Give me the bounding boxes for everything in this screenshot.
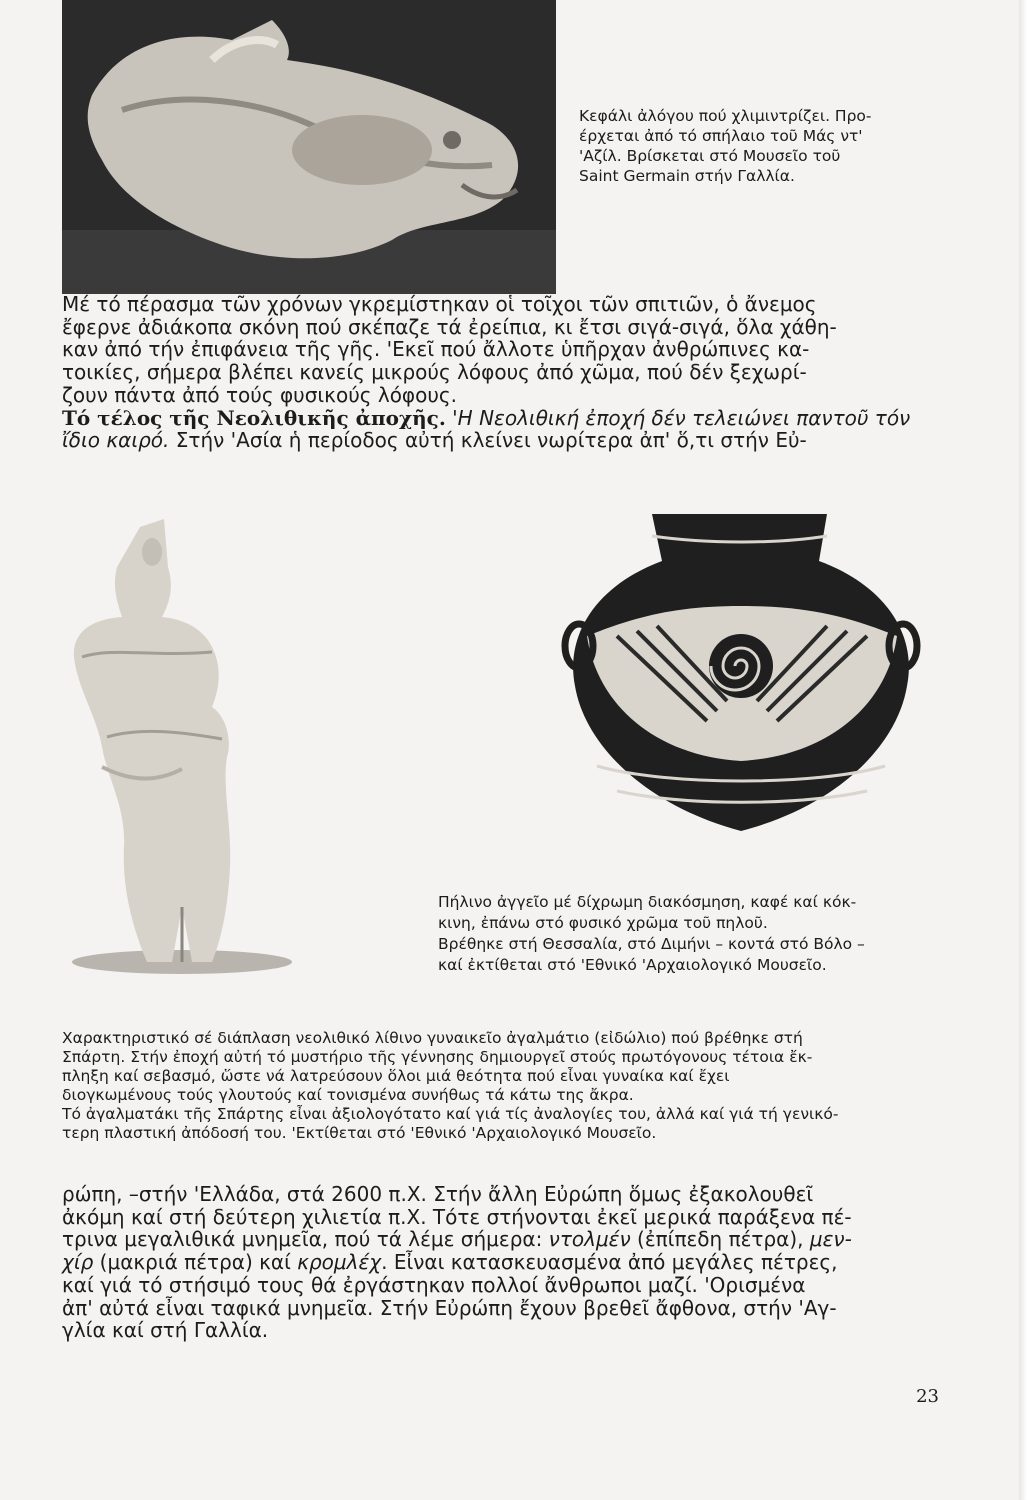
caption-line: τερη πλαστική ἀπόδοσή του. 'Εκτίθεται στό 'Εθνικό 'Αρχαιολογικό Μουσεῖο. (62, 1124, 657, 1142)
caption-line: Saint Germain στήν Γαλλία. (579, 167, 795, 185)
horse-head-photo (62, 0, 556, 294)
text-line: ἀκόμη καί στή δεύτερη χιλιετία π.Χ. Τότε στήνονται ἐκεῖ μερικά παράξενα πέ- (62, 1204, 852, 1229)
caption-line: 'Αζίλ. Βρίσκεται στό Μουσεῖο τοῦ (579, 147, 841, 165)
term-dolmen: ντολμέν (548, 1227, 631, 1252)
text-line: γλία καί στή Γαλλία. (62, 1318, 269, 1343)
horse-caption (579, 106, 939, 186)
text-line: ζουν πάντα ἀπό τούς φυσικούς λόφους. (62, 382, 458, 407)
term-menhir-part: μεν- (809, 1227, 852, 1252)
text-line: τοικίες, σήμερα βλέπει κανείς μικρούς λόφους ἀπό χῶμα, πού δέν ξεχωρί- (62, 360, 807, 385)
italic-lead: 'Η Νεολιθική ἐποχή δέν τελειώνει παντοῦ τόν (445, 405, 911, 430)
vase-caption (438, 892, 938, 976)
vase-photo (557, 506, 925, 838)
caption-line: πληξη καί σεβασμό, ὥστε νά λατρεύσουν ὅλοι μιά θεότητα πού εἶναι γυναίκα καί ἔχει (62, 1067, 730, 1085)
caption-line: Χαρακτηριστικό σέ διάπλαση νεολιθικό λίθινο γυναικεῖο ἀγαλμάτιο (εἰδώλιο) πού βρέθηκε στή (62, 1029, 803, 1047)
term-menhir-part: χίρ (62, 1250, 94, 1275)
term-cromlech: κρομλέχ (297, 1250, 382, 1275)
figurine-caption (62, 1029, 938, 1143)
page-edge (1019, 0, 1027, 1500)
caption-line: κινη, ἐπάνω στό φυσικό χρῶμα τοῦ πηλοῦ. (438, 914, 768, 932)
body-paragraph-bottom (62, 1183, 940, 1342)
text-line: ἀπ' αὐτά εἶναι ταφικά μνημεῖα. Στήν Εὐρώπη ἔχουν βρεθεῖ ἄφθονα, στήν 'Αγ- (62, 1295, 837, 1320)
figurine-photo (62, 507, 324, 977)
caption-line: Κεφάλι ἀλόγου πού χλιμιντρίζει. Προ- (579, 107, 872, 125)
caption-line: Σπάρτη. Στήν ἐποχή αὐτή τό μυστήριο τῆς γέννησης δημιουργεῖ στούς πρωτόγονους τέτοια ἔκ- (62, 1048, 813, 1066)
text-line (62, 429, 940, 452)
text-line (62, 1251, 940, 1274)
body-paragraph-top (62, 293, 940, 452)
section-heading: Τό τέλος τῆς Νεολιθικῆς ἀποχῆς. (62, 405, 446, 430)
caption-line: καί ἐκτίθεται στό 'Εθνικό 'Αρχαιολογικό Μουσεῖο. (438, 956, 827, 974)
text-line (62, 1228, 940, 1251)
text-line: ρώπη, –στήν 'Ελλάδα, στά 2600 π.Χ. Στήν ἄλλη Εὐρώπη ὅμως ἐξακολουθεῖ (62, 1182, 814, 1206)
caption-line: Πήλινο ἀγγεῖο μέ δίχρωμη διακόσμηση, καφέ καί κόκ- (438, 893, 857, 911)
text-run: τρινα μεγαλιθικά μνημεῖα, πού τά λέμε σήμερα: (62, 1227, 549, 1252)
text-run: (μακριά πέτρα) καί (93, 1250, 298, 1275)
caption-line: διογκωμένους τούς γλουτούς καί τονισμένα συνήθως τά κάτω της ἄκρα. (62, 1086, 634, 1104)
italic-lead: ἴδιο καιρό. (62, 428, 170, 453)
page-number: 23 (916, 1386, 939, 1407)
text-run: Στήν 'Ασία ἡ περίοδος αὐτή κλείνει νωρίτερα ἀπ' ὅ,τι στήν Εὐ- (169, 428, 807, 453)
text-run: (ἐπίπεδη πέτρα), (630, 1227, 810, 1252)
caption-line: Βρέθηκε στή Θεσσαλία, στό Διμήνι – κοντά στό Βόλο – (438, 935, 865, 953)
caption-line: έρχεται ἀπό τό σπήλαιο τοῦ Μάς ντ' (579, 127, 863, 145)
text-line: ἔφερνε ἀδιάκοπα σκόνη πού σκέπαζε τά ἐρείπια, κι ἔτσι σιγά-σιγά, ὅλα χάθη- (62, 314, 837, 339)
section-heading-line (62, 407, 940, 430)
text-run: . Εἶναι κατασκευασμένα ἀπό μεγάλες πέτρες, (381, 1250, 838, 1275)
caption-line: Τό ἀγαλματάκι τῆς Σπάρτης εἶναι ἀξιολογότατο καί γιά τίς ἀναλογίες του, ἀλλά καί γιά τή γενικό- (62, 1105, 839, 1123)
text-line: καν ἀπό τήν ἐπιφάνεια τῆς γῆς. 'Εκεῖ πού ἄλλοτε ὑπῆρχαν ἀνθρώπινες κα- (62, 337, 810, 362)
text-line: καί γιά τό στήσιμό τους θά ἐργάστηκαν πολλοί ἄνθρωποι μαζί. 'Ορισμένα (62, 1272, 806, 1297)
text-line: Μέ τό πέρασμα τῶν χρόνων γκρεμίστηκαν οἱ τοῖχοι τῶν σπιτιῶν, ὁ ἄνεμος (62, 292, 817, 316)
